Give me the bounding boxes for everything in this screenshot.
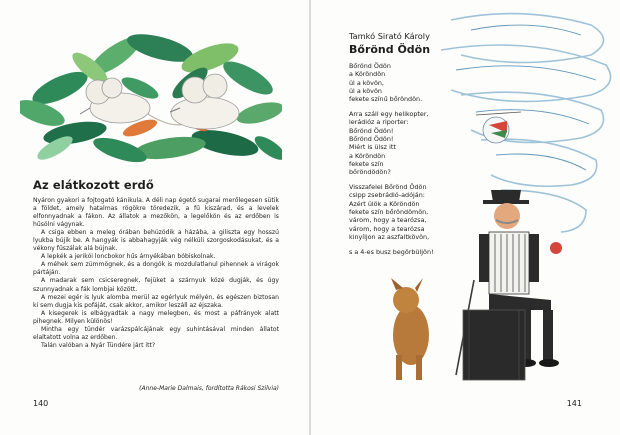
story-paragraph: A madarak sem csicseregnek, fejüket a szárnyuk közé dugják, és úgy szunnyadnak a fák lombjai között. <box>33 277 279 293</box>
story-paragraph: A kisegerek is elbágyadtak a nagy melegben, és most a páfrányok alatt pihegnek. Milyen különös! <box>33 309 279 325</box>
story-paragraph: A csiga ebben a meleg órában behúzódik a házába, a giliszta egy hosszú lyukba bújik be. A hangyák is abbahagyják vég nélküli szorgoskodásukat, és a vékony fűszálak alá bújnak. <box>33 229 279 253</box>
poem-line: várom, hogy a tearózsa, <box>349 216 427 225</box>
story-paragraph: Mintha egy tündér varázspálcájának egy suhintásával minden állatot elaltatott volna az erdőben. <box>33 325 279 341</box>
poem-line: Bőrönd Ödön! <box>349 134 394 143</box>
left-page <box>0 0 309 435</box>
poem-line: Azért ülök a Köröndön <box>349 199 420 208</box>
poem-line: ül a kövön, <box>349 78 384 87</box>
poem-line: s a 4-es busz begörbüljön! <box>349 247 434 256</box>
poem-line: várom, hogy a tearózsa <box>349 224 425 233</box>
story-paragraph: A lepkék a jerikói loncbokor hűs árnyékában bóbiskolnak. <box>41 253 216 261</box>
story-paragraph: Nyáron gyakori a fojtogató kánikula. A déli nap égető sugarai merőlegesen sütik a földet, amely hatalmas rögökre töredezik, a fű kiszárad, és a levelek elfonnyadnak a fákon. Az állatok a mezőkön, a legelőkön és az erdőben is hűsölni vágynak. <box>33 197 279 229</box>
suitcase <box>463 310 525 380</box>
story-paragraph: Talán valóban a Nyár Tündére járt itt? <box>41 341 156 349</box>
poem-line: Bőrönd Ödön! <box>349 126 394 135</box>
poem-line: a Köröndön <box>349 151 386 160</box>
poem-line: fekete színű bőröndön. <box>349 95 423 104</box>
story-attribution: (Anne-Marie Dalmais, fordította Rákosi Szilvia) <box>139 385 279 392</box>
poem-line: ül a kövön <box>349 86 382 95</box>
right-page <box>311 0 620 435</box>
poem-line: csipp zsebrádió-adóján: <box>349 191 425 200</box>
poem-stanza <box>349 62 434 103</box>
story-paragraph: A mezei egér is lyuk alomba merül az egérlyuk mélyén, és egészen biztosan ki sem dugja kis pofáját, csak akkor, amikor leszáll az éjszaka. <box>33 293 279 309</box>
poem-line: Visszafelel Bőrönd Ödön <box>349 183 427 192</box>
poem-line: Miért is ülsz itt <box>349 143 396 152</box>
poem-line: kinyíljon az aszfaltkövön, <box>349 232 430 241</box>
poem-line: Bőrönd Ödön <box>349 62 391 70</box>
story-title: Az elátkozott erdő <box>33 178 154 192</box>
poem-line: a Köröndön <box>349 70 386 79</box>
poem-line: lerádióz a riporter: <box>349 118 409 127</box>
mice-leaves-illustration <box>20 28 282 168</box>
poem-author: Tamkó Sirató Károly <box>349 31 430 41</box>
poem-line: bőröndödön? <box>349 168 391 177</box>
leaf-cluster <box>20 29 282 168</box>
story-paragraph: A méhek sem zümmögnek, és a dongók is mozdulatlanul pihennek a virágok pártáján. <box>33 261 279 277</box>
story-body <box>33 197 279 350</box>
poem-body <box>349 62 434 263</box>
poem-line: fekete szín bőröndömön, <box>349 207 429 216</box>
poem-stanza <box>349 248 434 256</box>
poem-line: fekete szín <box>349 159 384 168</box>
page-number-left: 140 <box>33 399 49 408</box>
poem-title: Bőrönd Ödön <box>349 43 431 56</box>
poem-stanza <box>349 110 434 176</box>
dog <box>391 278 429 380</box>
page-number-right: 141 <box>566 399 582 408</box>
poem-stanza <box>349 183 434 241</box>
helicopter <box>476 112 521 143</box>
poem-line: Arra száll egy helikopter, <box>349 110 429 119</box>
